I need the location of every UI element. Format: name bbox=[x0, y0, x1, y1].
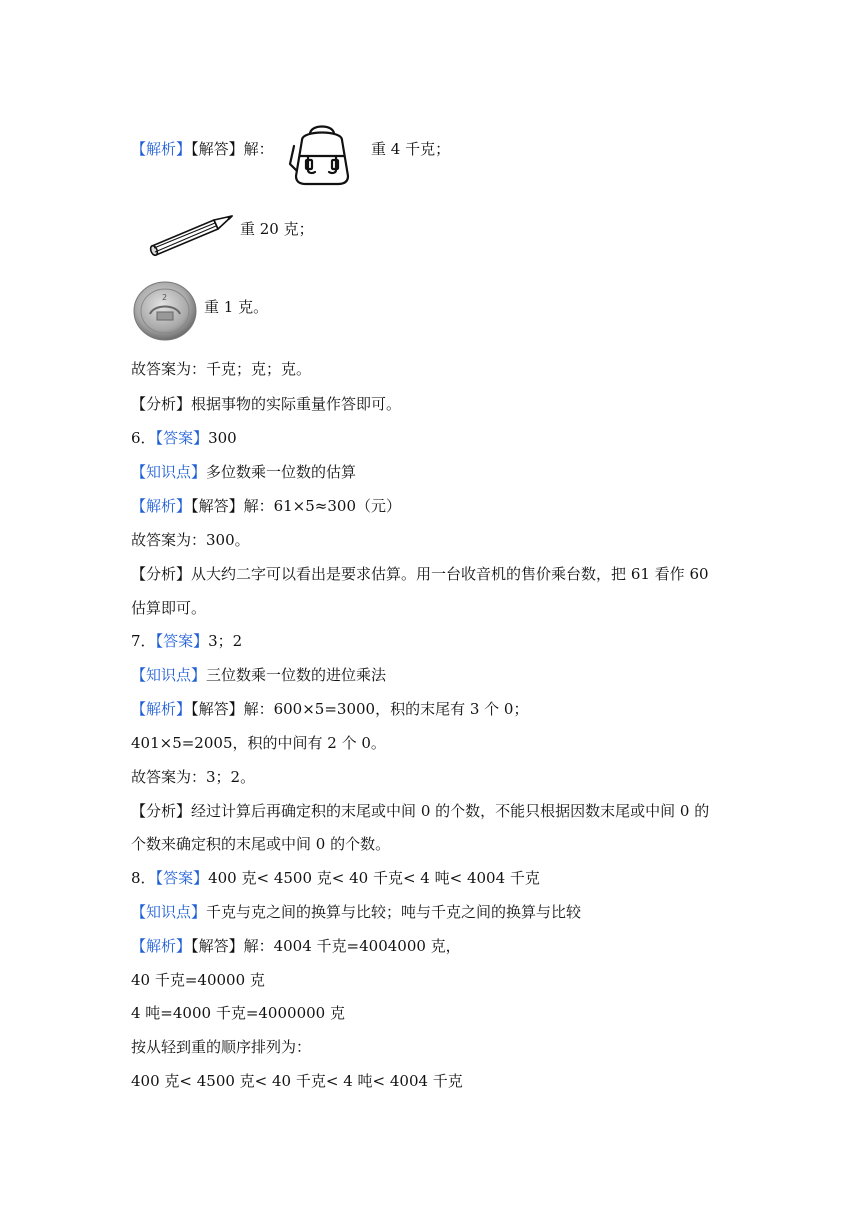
bag-weight: 重 4 千克； bbox=[371, 140, 451, 158]
q5-answer-line: 故答案为：千克；克；克。 bbox=[131, 360, 312, 378]
q6-analysis-2: 估算即可。 bbox=[131, 599, 207, 617]
q5-analysis: 【分析】根据事物的实际重量作答即可。 bbox=[131, 395, 402, 413]
q8-solution-1: 【解析】【解答】解：4004 千克=4004000 克， bbox=[131, 937, 461, 955]
q8-answer-heading: 8．【答案】400 克< 4500 克< 40 千克< 4 吨< 4004 千克 bbox=[131, 869, 540, 887]
q7-solution-2: 401×5=2005，积的中间有 2 个 0。 bbox=[131, 734, 386, 752]
svg-text:2: 2 bbox=[162, 293, 168, 302]
backpack-icon bbox=[288, 118, 356, 186]
q8-solution-2: 40 千克=40000 克 bbox=[131, 971, 265, 989]
q8-solution-4: 按从轻到重的顺序排列为： bbox=[131, 1038, 312, 1056]
tag-jiexi: 【解析】 bbox=[131, 140, 192, 158]
q8-solution-5: 400 克< 4500 克< 40 千克< 4 吨< 4004 千克 bbox=[131, 1072, 463, 1090]
q8-knowledge-point: 【知识点】千克与克之间的换算与比较；吨与千克之间的换算与比较 bbox=[131, 903, 582, 921]
q6-knowledge-point: 【知识点】多位数乘一位数的估算 bbox=[131, 463, 357, 481]
q6-answer-line: 故答案为：300。 bbox=[131, 531, 250, 549]
q7-solution-1: 【解析】【解答】解：600×5=3000，积的末尾有 3 个 0； bbox=[131, 700, 529, 718]
q6-analysis-1: 【分析】从大约二字可以看出是要求估算。用一台收音机的售价乘台数，把 61 看作 60 bbox=[131, 565, 709, 583]
jie-label: 解： bbox=[243, 140, 274, 158]
q8-solution-3: 4 吨=4000 千克=4000000 克 bbox=[131, 1004, 345, 1022]
coin-weight: 重 1 克。 bbox=[204, 298, 269, 316]
coin-icon bbox=[132, 280, 198, 342]
q7-answer-heading: 7．【答案】3；2 bbox=[131, 632, 243, 650]
q7-answer-line: 故答案为：3；2。 bbox=[131, 768, 256, 786]
pencil-weight: 重 20 克； bbox=[240, 220, 314, 238]
q7-knowledge-point: 【知识点】三位数乘一位数的进位乘法 bbox=[131, 666, 387, 684]
tag-jieda: 【解答】 bbox=[191, 140, 244, 158]
pencil-icon bbox=[144, 212, 236, 258]
q6-answer-heading: 6．【答案】300 bbox=[131, 429, 237, 447]
q7-analysis-2: 个数来确定积的末尾或中间 0 的个数。 bbox=[131, 835, 391, 853]
q7-analysis-1: 【分析】经过计算后再确定积的末尾或中间 0 的个数，不能只根据因数末尾或中间 0 的 bbox=[131, 802, 710, 820]
q5-solution-line bbox=[131, 139, 274, 159]
q6-solution: 【解析】【解答】解：61×5≈300（元） bbox=[131, 497, 401, 515]
